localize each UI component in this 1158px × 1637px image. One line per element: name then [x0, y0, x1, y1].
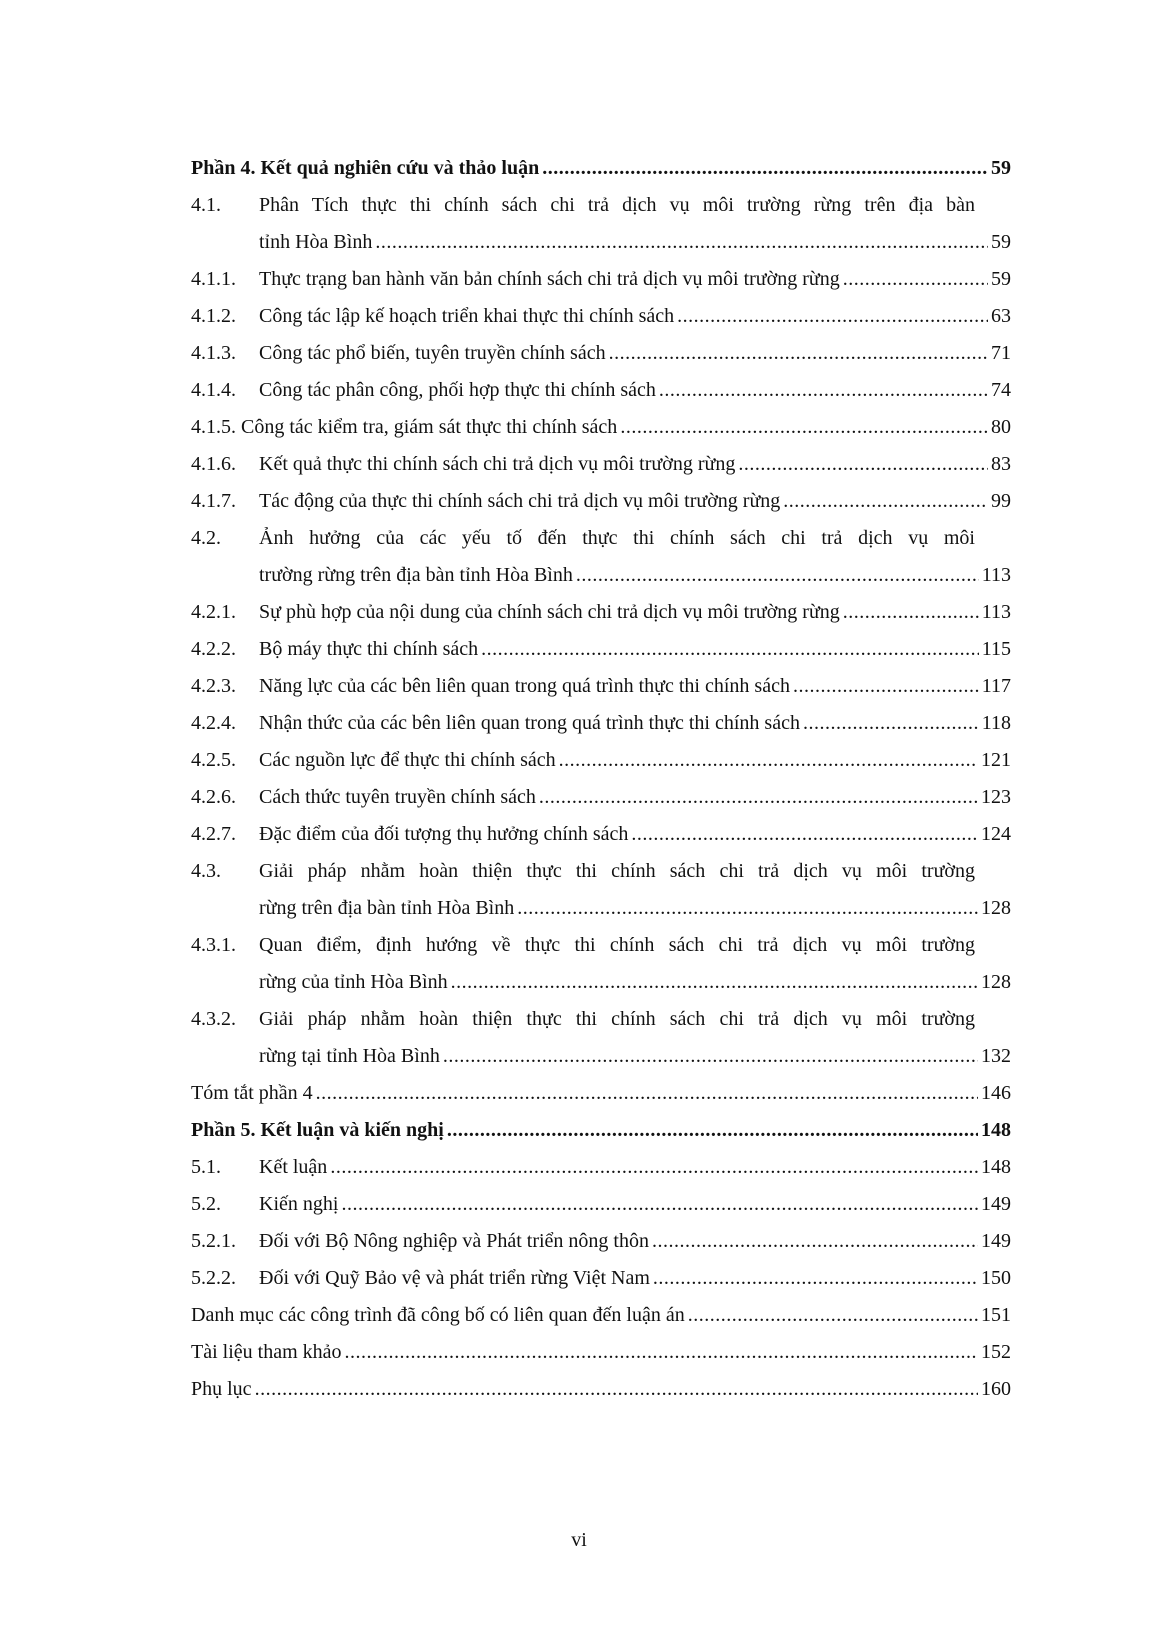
toc-number: Phần 4. [191, 157, 256, 179]
toc-number: 4.3.2. [191, 1008, 236, 1030]
table-of-contents [191, 155, 1011, 1413]
toc-title: Công tác kiểm tra, giám sát thực thi chính sách [241, 416, 618, 438]
toc-page-number: 99 [991, 490, 1011, 512]
toc-title: Kết luận và kiến nghị [260, 1119, 444, 1141]
toc-page-number: 63 [991, 305, 1011, 327]
toc-title: Nhận thức của các bên liên quan trong quá trình thực thi chính sách [259, 712, 800, 734]
toc-entry-p4[interactable] [191, 155, 1011, 181]
toc-dot-leader [653, 1265, 978, 1291]
toc-page-number: 148 [981, 1156, 1011, 1178]
toc-entry-s424[interactable] [191, 710, 1011, 736]
toc-dot-leader [631, 821, 978, 847]
toc-page-number: 59 [991, 268, 1011, 290]
toc-dot-leader [843, 599, 979, 625]
toc-dot-leader [652, 1228, 978, 1254]
toc-title: Năng lực của các bên liên quan trong quá trình thực thi chính sách [259, 675, 790, 697]
toc-dot-leader [481, 636, 979, 662]
toc-page-number: 71 [991, 342, 1011, 364]
toc-number: Phần 5. [191, 1119, 256, 1141]
toc-title: Tài liệu tham khảo [191, 1341, 342, 1363]
toc-dot-leader [609, 340, 988, 366]
toc-title: Công tác phân công, phối hợp thực thi chính sách [259, 379, 656, 401]
toc-entry-ref[interactable] [191, 1339, 1011, 1365]
toc-dot-leader [659, 377, 988, 403]
toc-dot-leader [783, 488, 988, 514]
toc-page-number: 121 [981, 749, 1011, 771]
toc-title-line2: tỉnh Hòa Bình [259, 231, 373, 253]
toc-dot-leader [620, 414, 988, 440]
toc-page-number: 83 [991, 453, 1011, 475]
toc-title: Công tác lập kế hoạch triển khai thực thi chính sách [259, 305, 675, 327]
toc-number: 4.2. [191, 527, 221, 549]
toc-number: 4.2.5. [191, 749, 236, 771]
toc-number: 4.1.4. [191, 379, 236, 401]
toc-title: Kết luận [259, 1156, 328, 1178]
toc-title: Đối với Bộ Nông nghiệp và Phát triển nông thôn [259, 1230, 649, 1252]
toc-entry-s432[interactable] [191, 1006, 1011, 1069]
toc-page-number: 80 [991, 416, 1011, 438]
toc-dot-leader [375, 229, 988, 255]
toc-dot-leader [255, 1376, 978, 1402]
toc-dot-leader [576, 562, 979, 588]
toc-number: 4.1.5. [191, 416, 236, 438]
toc-dot-leader [539, 784, 978, 810]
toc-dot-leader [559, 747, 978, 773]
toc-title: Danh mục các công trình đã công bố có liên quan đến luận án [191, 1304, 685, 1326]
toc-number: 4.3. [191, 860, 221, 882]
toc-dot-leader [677, 303, 988, 329]
toc-page-number: 123 [981, 786, 1011, 808]
toc-entry-s422[interactable] [191, 636, 1011, 662]
toc-number: 4.2.3. [191, 675, 236, 697]
toc-dot-leader [803, 710, 979, 736]
toc-entry-s411[interactable] [191, 266, 1011, 292]
toc-number: 4.2.4. [191, 712, 236, 734]
toc-page-number: 113 [981, 564, 1011, 586]
toc-entry-s51[interactable] [191, 1154, 1011, 1180]
toc-title-line1: Quan điểm, định hướng về thực thi chính sách chi trả dịch vụ môi trường [259, 934, 975, 956]
toc-entry-s43[interactable] [191, 858, 1011, 921]
toc-page-number: 118 [981, 712, 1011, 734]
toc-dot-leader [843, 266, 988, 292]
toc-title: Kiến nghị [259, 1193, 339, 1215]
toc-title: Bộ máy thực thi chính sách [259, 638, 479, 660]
toc-number: 4.1.1. [191, 268, 236, 290]
toc-title-line1: Giải pháp nhằm hoàn thiện thực thi chính sách chi trả dịch vụ môi trường [259, 1008, 975, 1030]
toc-entry-s421[interactable] [191, 599, 1011, 625]
toc-page-number: 151 [981, 1304, 1011, 1326]
toc-title: Đặc điểm của đối tượng thụ hưởng chính sách [259, 823, 629, 845]
toc-dot-leader [793, 673, 979, 699]
toc-dot-leader [688, 1302, 978, 1328]
toc-title: Cách thức tuyên truyền chính sách [259, 786, 536, 808]
toc-number: 4.1.2. [191, 305, 236, 327]
toc-page-number: 128 [981, 897, 1011, 919]
toc-entry-s426[interactable] [191, 784, 1011, 810]
toc-entry-s431[interactable] [191, 932, 1011, 995]
toc-number: 4.1.6. [191, 453, 236, 475]
toc-entry-s52[interactable] [191, 1191, 1011, 1217]
toc-page-number: 128 [981, 971, 1011, 993]
toc-title: Thực trạng ban hành văn bản chính sách chi trả dịch vụ môi trường rừng [259, 268, 840, 290]
toc-entry-s41[interactable] [191, 192, 1011, 255]
toc-title-line2: rừng trên địa bàn tỉnh Hòa Bình [259, 897, 515, 919]
toc-number: 4.1.7. [191, 490, 236, 512]
toc-title: Phụ lục [191, 1378, 252, 1400]
page-number: vi [571, 1529, 587, 1551]
toc-dot-leader [345, 1339, 978, 1365]
toc-dot-leader [341, 1191, 978, 1217]
toc-entry-s412[interactable] [191, 303, 1011, 329]
toc-number: 4.2.7. [191, 823, 236, 845]
toc-page-number: 115 [981, 638, 1011, 660]
toc-page-number: 74 [991, 379, 1011, 401]
toc-page-number: 152 [981, 1341, 1011, 1363]
toc-entry-sum4[interactable] [191, 1080, 1011, 1106]
toc-title-line1: Phân Tích thực thi chính sách chi trả dịch vụ môi trường rừng trên địa bàn [259, 194, 975, 216]
toc-title-line2: trường rừng trên địa bàn tỉnh Hòa Bình [259, 564, 573, 586]
toc-number: 4.2.2. [191, 638, 236, 660]
toc-title: Kết quả nghiên cứu và thảo luận [260, 157, 540, 179]
toc-dot-leader [330, 1154, 978, 1180]
toc-dot-leader [447, 1117, 978, 1143]
toc-dot-leader [443, 1043, 978, 1069]
toc-dot-leader [451, 969, 978, 995]
toc-entry-app[interactable] [191, 1376, 1011, 1402]
toc-entry-s417[interactable] [191, 488, 1011, 514]
toc-dot-leader [738, 451, 988, 477]
toc-title-line2: rừng của tỉnh Hòa Bình [259, 971, 448, 993]
toc-page-number: 113 [981, 601, 1011, 623]
toc-entry-pub[interactable] [191, 1302, 1011, 1328]
toc-page-number: 146 [981, 1082, 1011, 1104]
toc-dot-leader [517, 895, 978, 921]
toc-page-number: 59 [991, 231, 1011, 253]
toc-title-line1: Giải pháp nhằm hoàn thiện thực thi chính sách chi trả dịch vụ môi trường [259, 860, 975, 882]
toc-entry-s427[interactable] [191, 821, 1011, 847]
toc-entry-s42[interactable] [191, 525, 1011, 588]
toc-dot-leader [316, 1080, 978, 1106]
toc-number: 5.2.1. [191, 1230, 236, 1252]
toc-page-number: 149 [981, 1193, 1011, 1215]
toc-entry-s522[interactable] [191, 1265, 1011, 1291]
toc-title: Đối với Quỹ Bảo vệ và phát triển rừng Việt Nam [259, 1267, 650, 1289]
toc-page-number: 149 [981, 1230, 1011, 1252]
toc-page-number: 59 [991, 157, 1011, 179]
toc-page-number: 124 [981, 823, 1011, 845]
toc-entry-s414[interactable] [191, 377, 1011, 403]
toc-title: Các nguồn lực để thực thi chính sách [259, 749, 556, 771]
toc-entry-s423[interactable] [191, 673, 1011, 699]
toc-number: 4.2.6. [191, 786, 236, 808]
toc-entry-p5[interactable] [191, 1117, 1011, 1143]
toc-entry-s521[interactable] [191, 1228, 1011, 1254]
toc-dot-leader [542, 155, 988, 181]
toc-number: 5.2.2. [191, 1267, 236, 1289]
toc-title: Tác động của thực thi chính sách chi trả dịch vụ môi trường rừng [259, 490, 781, 512]
toc-title: Sự phù hợp của nội dung của chính sách chi trả dịch vụ môi trường rừng [259, 601, 840, 623]
toc-title: Công tác phổ biến, tuyên truyền chính sách [259, 342, 606, 364]
toc-entry-s425[interactable] [191, 747, 1011, 773]
toc-number: 4.3.1. [191, 934, 236, 956]
toc-page-number: 148 [981, 1119, 1011, 1141]
toc-entry-s415[interactable] [191, 414, 1011, 440]
toc-title: Tóm tắt phần 4 [191, 1082, 313, 1104]
toc-page-number: 117 [981, 675, 1011, 697]
toc-title-line1: Ảnh hưởng của các yếu tố đến thực thi chính sách chi trả dịch vụ môi [259, 527, 975, 549]
toc-number: 4.1.3. [191, 342, 236, 364]
toc-entry-s416[interactable] [191, 451, 1011, 477]
toc-page-number: 132 [981, 1045, 1011, 1067]
toc-number: 5.1. [191, 1156, 221, 1178]
toc-number: 4.1. [191, 194, 221, 216]
toc-title: Kết quả thực thi chính sách chi trả dịch vụ môi trường rừng [259, 453, 736, 475]
toc-number: 5.2. [191, 1193, 221, 1215]
toc-entry-s413[interactable] [191, 340, 1011, 366]
toc-page-number: 160 [981, 1378, 1011, 1400]
toc-page-number: 150 [981, 1267, 1011, 1289]
toc-title-line2: rừng tại tỉnh Hòa Bình [259, 1045, 440, 1067]
toc-number: 4.2.1. [191, 601, 236, 623]
